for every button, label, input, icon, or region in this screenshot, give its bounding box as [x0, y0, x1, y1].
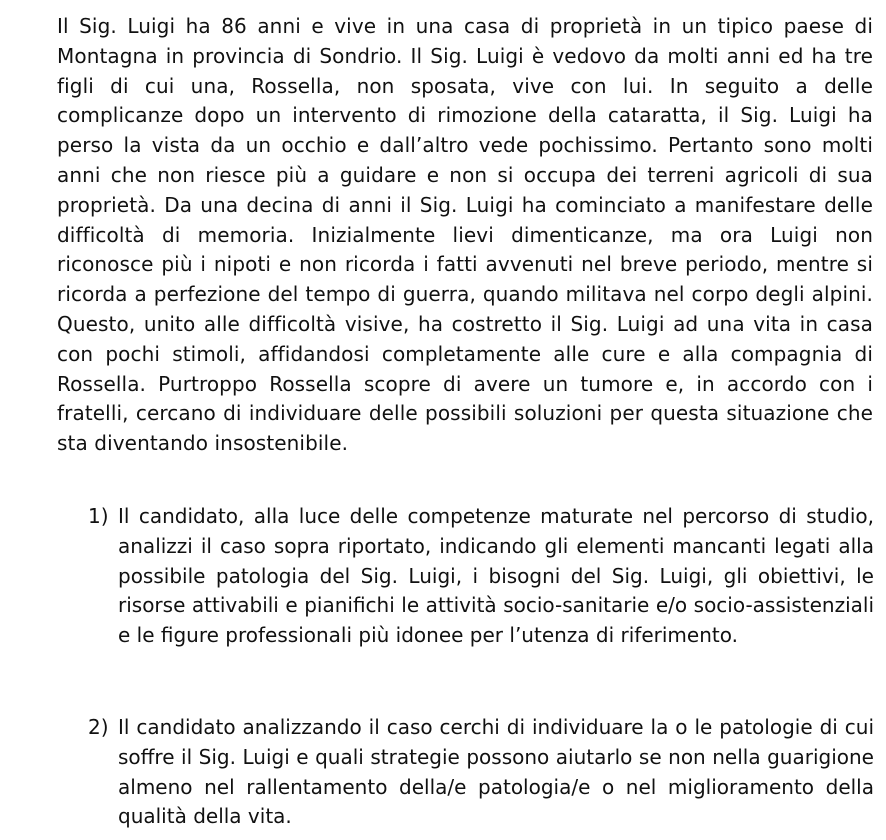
question-item [88, 713, 874, 832]
question-item [88, 502, 874, 651]
question-text: Il candidato, alla luce delle competenze maturate nel percorso di studio, analizzi il caso sopra riportato, indicando gli elementi mancanti legati alla possibile patologia del Sig. Luigi, i bisogni del Sig. Luigi, gli obiettivi, le risorse attivabili e pianifichi le attività socio-sanitarie e/o socio-assistenziali e le figure professionali più idonee per l’utenza di riferimento. [118, 504, 874, 648]
case-description-paragraph: Il Sig. Luigi ha 86 anni e vive in una casa di proprietà in un tipico paese di Montagna in provincia di Sondrio. Il Sig. Luigi è vedovo da molti anni ed ha tre figli di cui una, Rossella, non sposata, vive con lui. In seguito a delle complicanze dopo un intervento di rimozione della cataratta, il Sig. Luigi ha perso la vista da un occhio e dall’altro vede pochissimo. Pertanto sono molti anni che non riesce più a guidare e non si occupa dei terreni agricoli di sua proprietà. Da una decina di anni il Sig. Luigi ha cominciato a manifestare delle difficoltà di memoria. Inizialmente lievi dimenticanze, ma ora Luigi non riconosce più i nipoti e non ricorda i fatti avvenuti nel breve periodo, mentre si ricorda a perfezione del tempo di guerra, quando militava nel corpo degli alpini. Questo, unito alle difficoltà visive, ha costretto il Sig. Luigi ad una vita in casa con pochi stimoli, affidandosi completamente alle cure e alla compagnia di Rossella. Purtroppo Rossella scopre di avere un tumore e, in accordo con i fratelli, cercano di individuare delle possibili soluzioni per questa situazione che sta diventando insostenibile. [57, 14, 873, 456]
question-text: Il candidato analizzando il caso cerchi di individuare la o le patologie di cui soffre il Sig. Luigi e quali strategie possono aiutarlo se non nella guarigione almeno nel rallentamento della/e patologia/e o nel miglioramento della qualità della vita. [118, 715, 874, 829]
question-number: 1) [88, 504, 109, 528]
question-number: 2) [88, 715, 109, 739]
